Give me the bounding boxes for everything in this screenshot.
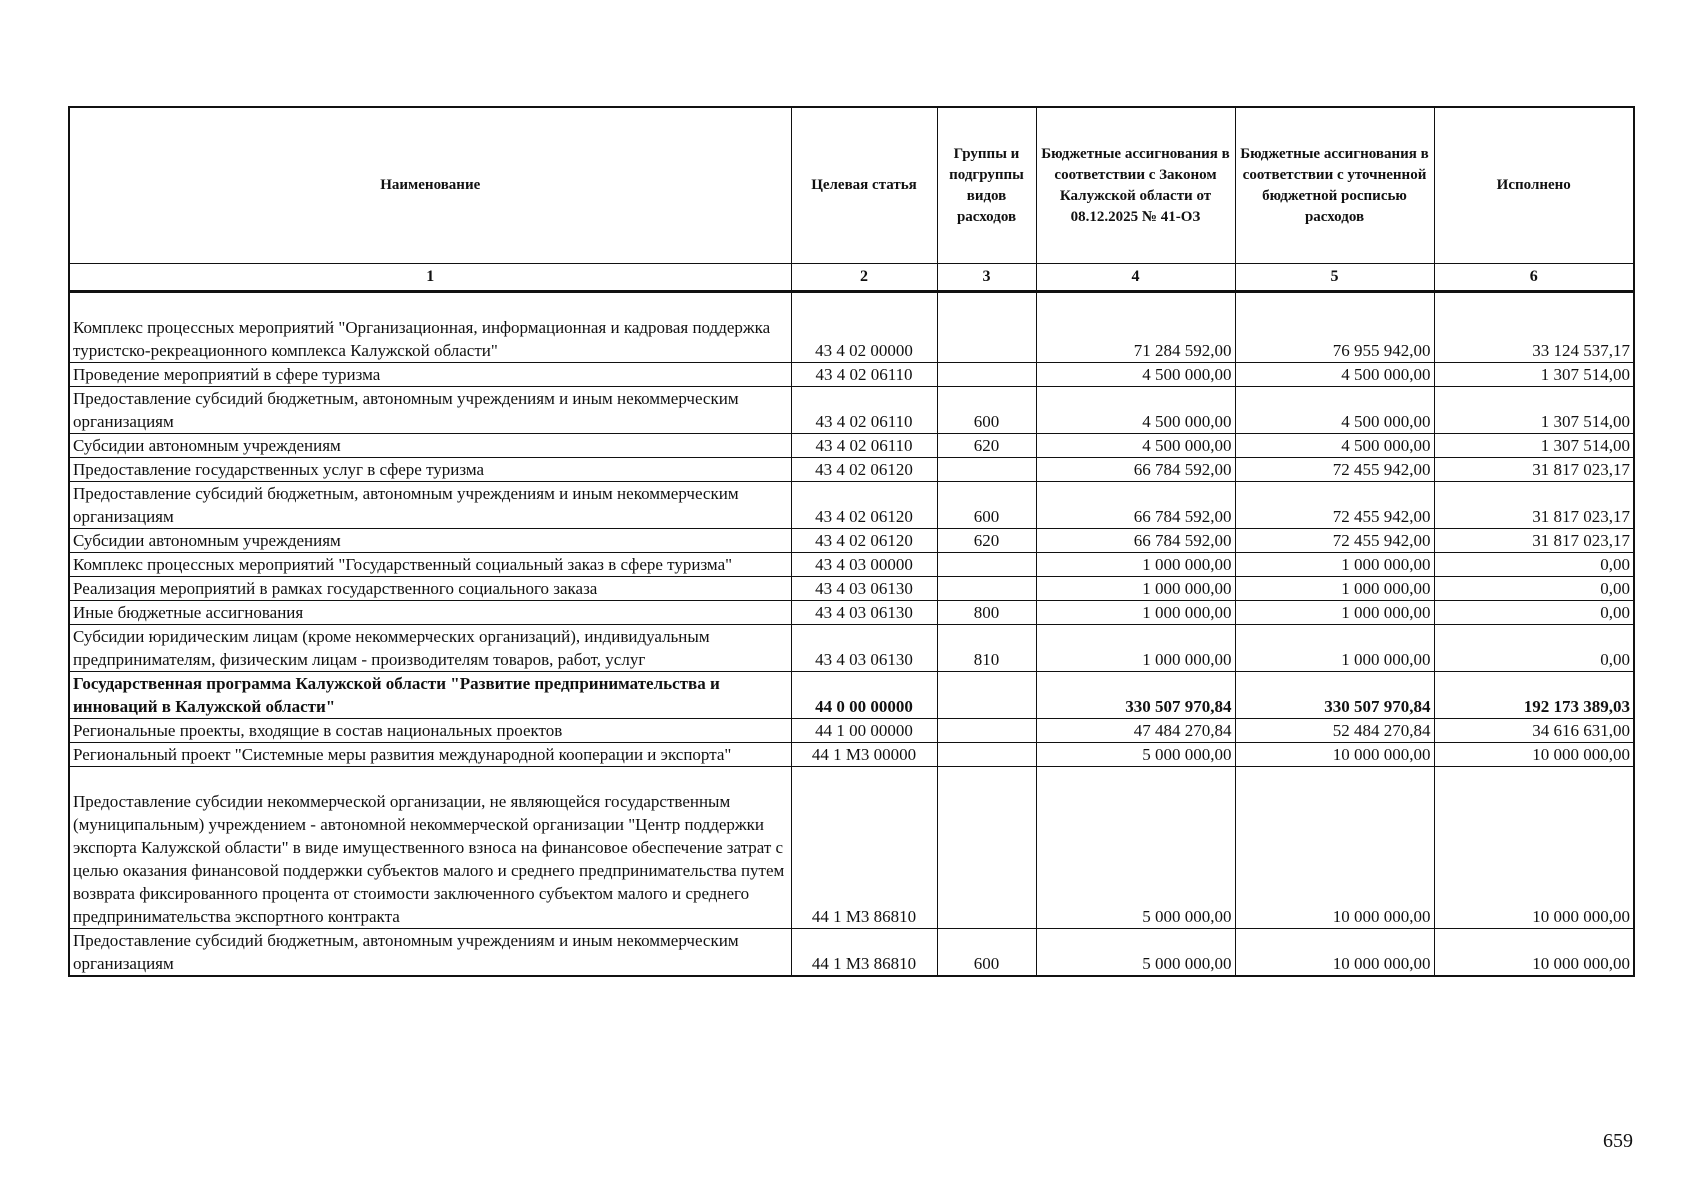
row-expense-group: 620 — [937, 529, 1036, 553]
column-number: 5 — [1235, 264, 1434, 292]
row-name: Проведение мероприятий в сфере туризма — [69, 363, 791, 387]
table-row — [69, 482, 1634, 529]
row-executed: 0,00 — [1434, 577, 1634, 601]
row-law-allocation: 71 284 592,00 — [1036, 292, 1235, 363]
row-refined-allocation: 1 000 000,00 — [1235, 601, 1434, 625]
row-name: Предоставление субсидий бюджетным, автономным учреждениям и иным некоммерческим организациям — [69, 387, 791, 434]
row-executed: 10 000 000,00 — [1434, 767, 1634, 929]
row-target-article: 44 1 M3 86810 — [791, 767, 937, 929]
row-target-article: 43 4 02 06120 — [791, 529, 937, 553]
row-name: Региональные проекты, входящие в состав национальных проектов — [69, 719, 791, 743]
header-expense-groups: Группы и подгруппы видов расходов — [937, 107, 1036, 264]
row-refined-allocation: 52 484 270,84 — [1235, 719, 1434, 743]
row-expense-group: 600 — [937, 482, 1036, 529]
row-target-article: 43 4 02 06110 — [791, 387, 937, 434]
row-target-article: 43 4 02 00000 — [791, 292, 937, 363]
column-number: 2 — [791, 264, 937, 292]
row-refined-allocation: 4 500 000,00 — [1235, 387, 1434, 434]
header-executed: Исполнено — [1434, 107, 1634, 264]
row-target-article: 43 4 02 06120 — [791, 482, 937, 529]
table-row — [69, 929, 1634, 977]
row-name: Предоставление государственных услуг в сфере туризма — [69, 458, 791, 482]
row-law-allocation: 330 507 970,84 — [1036, 672, 1235, 719]
row-refined-allocation: 72 455 942,00 — [1235, 482, 1434, 529]
table-row — [69, 743, 1634, 767]
row-expense-group — [937, 767, 1036, 929]
row-law-allocation: 1 000 000,00 — [1036, 601, 1235, 625]
row-executed: 31 817 023,17 — [1434, 458, 1634, 482]
row-target-article: 43 4 03 00000 — [791, 553, 937, 577]
row-law-allocation: 66 784 592,00 — [1036, 482, 1235, 529]
row-law-allocation: 1 000 000,00 — [1036, 577, 1235, 601]
row-name: Предоставление субсидии некоммерческой организации, не являющейся государственным (муниципальным) учреждением - автономной некоммерческой организации "Центр поддержки экспорта Калужской области" в виде имущественного взноса на финансовое обеспечение затрат с целью оказания финансовой поддержки субъектов малого и среднего предпринимательства путем возврата фиксированного процента от стоимости заключенного субъектом малого и среднего предпринимательства экспортного контракта — [69, 767, 791, 929]
table-row — [69, 553, 1634, 577]
row-executed: 31 817 023,17 — [1434, 529, 1634, 553]
page-number: 659 — [1603, 1130, 1633, 1152]
row-expense-group — [937, 458, 1036, 482]
row-law-allocation: 4 500 000,00 — [1036, 434, 1235, 458]
header-target-article: Целевая статья — [791, 107, 937, 264]
row-executed: 1 307 514,00 — [1434, 434, 1634, 458]
row-refined-allocation: 72 455 942,00 — [1235, 529, 1434, 553]
row-expense-group: 810 — [937, 625, 1036, 672]
table-row — [69, 625, 1634, 672]
table-row — [69, 767, 1634, 929]
row-law-allocation: 66 784 592,00 — [1036, 529, 1235, 553]
budget-table — [68, 106, 1635, 977]
row-law-allocation: 1 000 000,00 — [1036, 553, 1235, 577]
row-name: Иные бюджетные ассигнования — [69, 601, 791, 625]
row-law-allocation: 4 500 000,00 — [1036, 387, 1235, 434]
table-row — [69, 434, 1634, 458]
row-law-allocation: 4 500 000,00 — [1036, 363, 1235, 387]
row-target-article: 44 1 00 00000 — [791, 719, 937, 743]
row-name: Субсидии юридическим лицам (кроме некоммерческих организаций), индивидуальным предпринимателям, физическим лицам - производителям товаров, работ, услуг — [69, 625, 791, 672]
row-law-allocation: 5 000 000,00 — [1036, 929, 1235, 977]
header-refined-allocations: Бюджетные ассигнования в соответствии с уточненной бюджетной росписью расходов — [1235, 107, 1434, 264]
row-refined-allocation: 10 000 000,00 — [1235, 929, 1434, 977]
row-expense-group — [937, 743, 1036, 767]
row-executed: 0,00 — [1434, 553, 1634, 577]
row-refined-allocation: 10 000 000,00 — [1235, 743, 1434, 767]
table-row — [69, 601, 1634, 625]
row-name: Субсидии автономным учреждениям — [69, 434, 791, 458]
row-name: Комплекс процессных мероприятий "Государственный социальный заказ в сфере туризма" — [69, 553, 791, 577]
table-row — [69, 719, 1634, 743]
row-target-article: 43 4 02 06120 — [791, 458, 937, 482]
row-executed: 0,00 — [1434, 625, 1634, 672]
row-law-allocation: 5 000 000,00 — [1036, 743, 1235, 767]
row-target-article: 44 1 M3 00000 — [791, 743, 937, 767]
row-refined-allocation: 10 000 000,00 — [1235, 767, 1434, 929]
row-executed: 1 307 514,00 — [1434, 387, 1634, 434]
row-law-allocation: 47 484 270,84 — [1036, 719, 1235, 743]
row-expense-group: 800 — [937, 601, 1036, 625]
row-expense-group — [937, 672, 1036, 719]
row-executed: 0,00 — [1434, 601, 1634, 625]
row-executed: 34 616 631,00 — [1434, 719, 1634, 743]
row-name: Государственная программа Калужской области "Развитие предпринимательства и инноваций в Калужской области" — [69, 672, 791, 719]
row-refined-allocation: 72 455 942,00 — [1235, 458, 1434, 482]
header-law-allocations: Бюджетные ассигнования в соответствии с Законом Калужской области от 08.12.2025 № 41-ОЗ — [1036, 107, 1235, 264]
row-executed: 10 000 000,00 — [1434, 929, 1634, 977]
row-name: Реализация мероприятий в рамках государственного социального заказа — [69, 577, 791, 601]
row-expense-group — [937, 577, 1036, 601]
row-expense-group — [937, 553, 1036, 577]
row-target-article: 43 4 03 06130 — [791, 577, 937, 601]
row-name: Комплекс процессных мероприятий "Организационная, информационная и кадровая поддержка туристско-рекреационного комплекса Калужской области" — [69, 292, 791, 363]
table-header — [69, 107, 1634, 292]
row-refined-allocation: 330 507 970,84 — [1235, 672, 1434, 719]
row-target-article: 44 0 00 00000 — [791, 672, 937, 719]
table-row — [69, 458, 1634, 482]
row-law-allocation: 5 000 000,00 — [1036, 767, 1235, 929]
table-row — [69, 577, 1634, 601]
table-row — [69, 672, 1634, 719]
row-executed: 192 173 389,03 — [1434, 672, 1634, 719]
column-number: 1 — [69, 264, 791, 292]
row-target-article: 43 4 02 06110 — [791, 434, 937, 458]
row-refined-allocation: 1 000 000,00 — [1235, 625, 1434, 672]
row-expense-group — [937, 292, 1036, 363]
column-number: 6 — [1434, 264, 1634, 292]
row-name: Региональный проект "Системные меры развития международной кооперации и экспорта" — [69, 743, 791, 767]
row-refined-allocation: 1 000 000,00 — [1235, 577, 1434, 601]
row-target-article: 44 1 M3 86810 — [791, 929, 937, 977]
row-expense-group: 600 — [937, 387, 1036, 434]
table-row — [69, 529, 1634, 553]
row-expense-group — [937, 719, 1036, 743]
column-number: 4 — [1036, 264, 1235, 292]
table-body — [69, 292, 1634, 977]
row-refined-allocation: 4 500 000,00 — [1235, 434, 1434, 458]
row-law-allocation: 66 784 592,00 — [1036, 458, 1235, 482]
column-number: 3 — [937, 264, 1036, 292]
row-expense-group: 600 — [937, 929, 1036, 977]
row-executed: 10 000 000,00 — [1434, 743, 1634, 767]
table-row — [69, 363, 1634, 387]
row-expense-group — [937, 363, 1036, 387]
row-refined-allocation: 4 500 000,00 — [1235, 363, 1434, 387]
row-refined-allocation: 76 955 942,00 — [1235, 292, 1434, 363]
row-refined-allocation: 1 000 000,00 — [1235, 553, 1434, 577]
row-executed: 31 817 023,17 — [1434, 482, 1634, 529]
row-target-article: 43 4 03 06130 — [791, 625, 937, 672]
row-name: Субсидии автономным учреждениям — [69, 529, 791, 553]
row-name: Предоставление субсидий бюджетным, автономным учреждениям и иным некоммерческим организациям — [69, 929, 791, 977]
row-executed: 33 124 537,17 — [1434, 292, 1634, 363]
row-expense-group: 620 — [937, 434, 1036, 458]
row-executed: 1 307 514,00 — [1434, 363, 1634, 387]
row-law-allocation: 1 000 000,00 — [1036, 625, 1235, 672]
table-row — [69, 292, 1634, 363]
row-target-article: 43 4 03 06130 — [791, 601, 937, 625]
row-target-article: 43 4 02 06110 — [791, 363, 937, 387]
header-name: Наименование — [69, 107, 791, 264]
row-name: Предоставление субсидий бюджетным, автономным учреждениям и иным некоммерческим организациям — [69, 482, 791, 529]
table-row — [69, 387, 1634, 434]
